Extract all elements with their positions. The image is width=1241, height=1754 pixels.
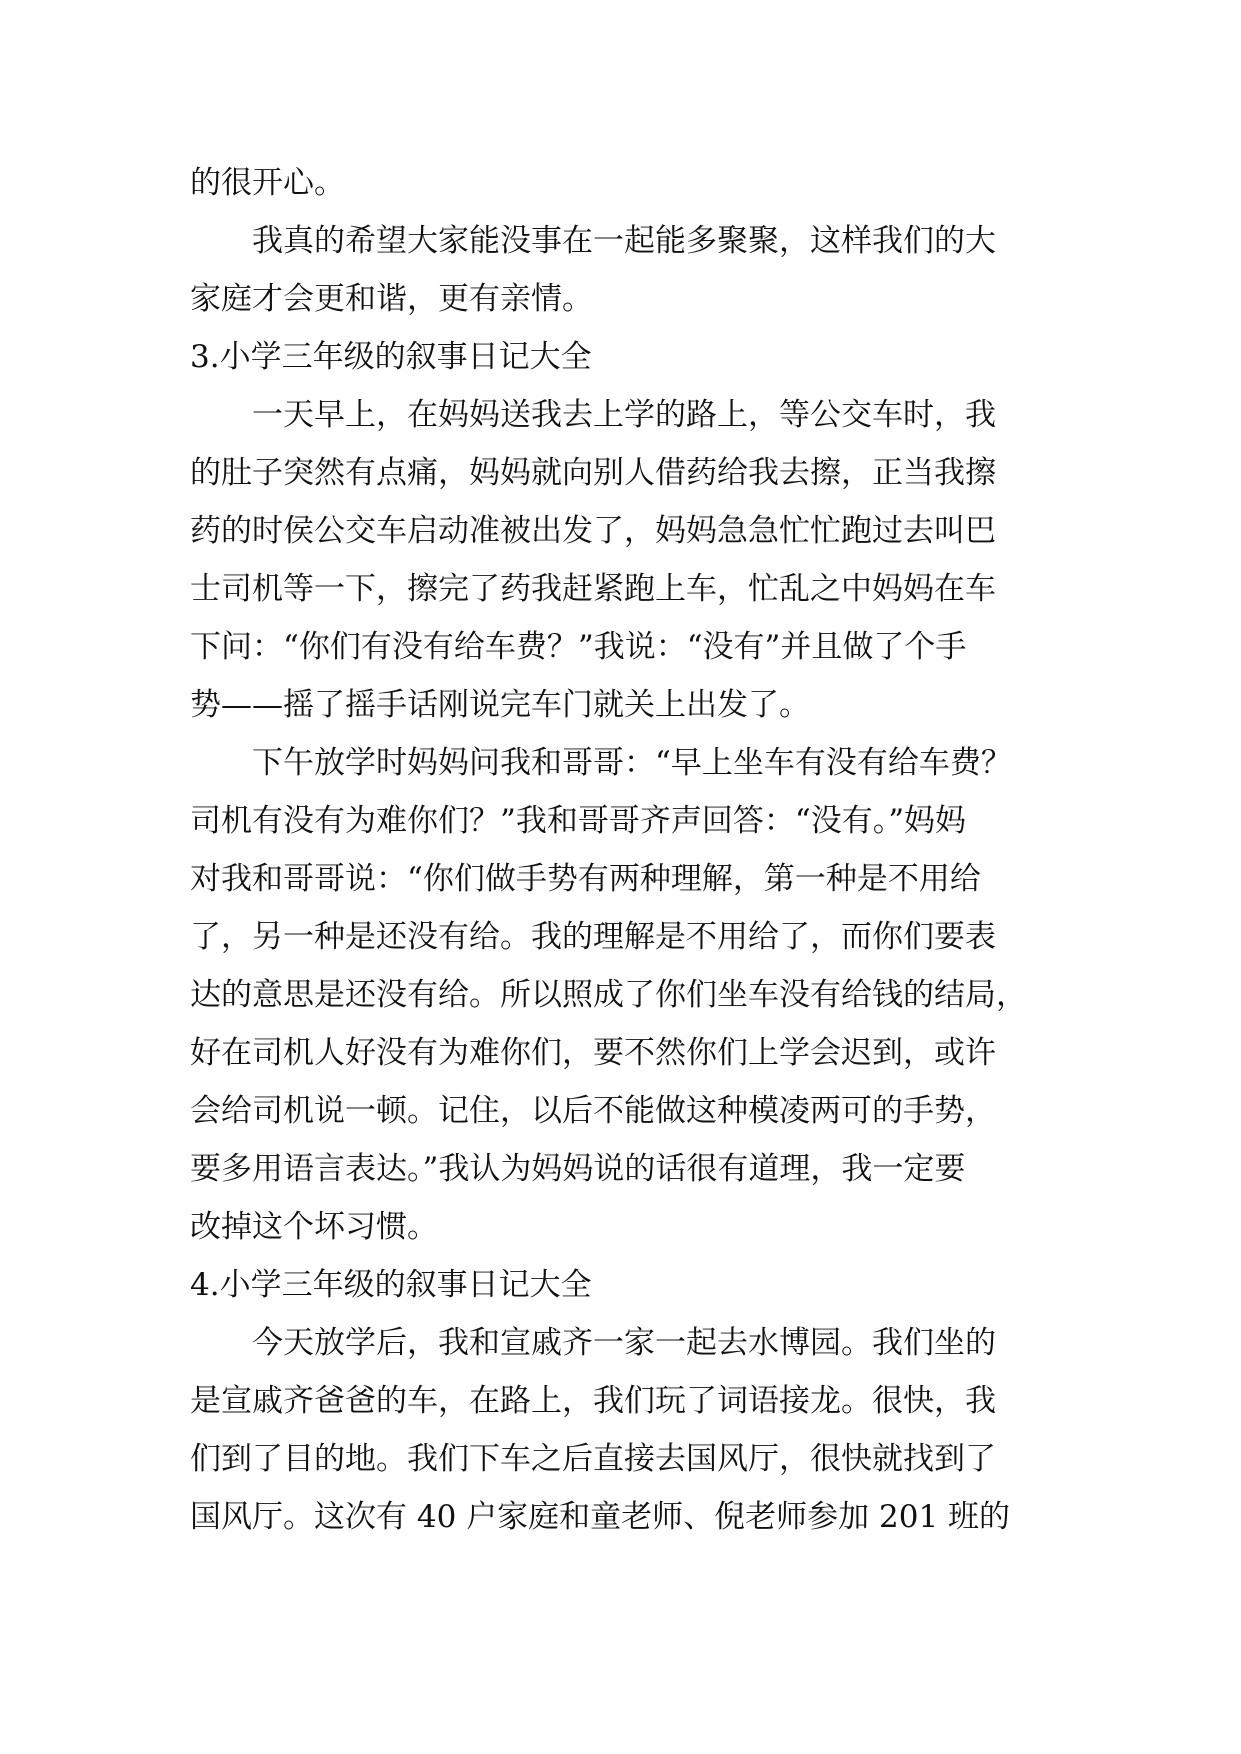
text-line: 势——摇了摇手话刚说完车门就关上出发了。 — [190, 687, 810, 723]
text-line: 士司机等一下，擦完了药我赶紧跑上车，忙乱之中妈妈在车 — [190, 571, 996, 607]
text-line: 达的意思是还没有给。所以照成了你们坐车没有给钱的结局， — [190, 977, 1027, 1013]
text-line: 药的时侯公交车启动准被出发了，妈妈急急忙忙跑过去叫巴 — [190, 513, 996, 549]
paragraph-line: 今天放学后，我和宣戚齐一家一起去水博园。我们坐的 — [190, 1325, 996, 1361]
text-line: 是宣戚齐爸爸的车，在路上，我们玩了词语接龙。很快，我 — [190, 1383, 996, 1419]
text-line: 家庭才会更和谐，更有亲情。 — [190, 281, 593, 317]
paragraph-line: 下午放学时妈妈问我和哥哥：“早上坐车有没有给车费？ — [190, 745, 1012, 781]
text-line: 国风厅。这次有 40 户家庭和童老师、倪老师参加 201 班的 — [190, 1499, 1011, 1535]
text-line: 下问：“你们有没有给车费？”我说：“没有”并且做了个手 — [190, 629, 967, 665]
text-line: 好在司机人好没有为难你们，要不然你们上学会迟到，或许 — [190, 1035, 996, 1071]
section-heading: 4.小学三年级的叙事日记大全 — [190, 1267, 592, 1303]
text-line: 会给司机说一顿。记住，以后不能做这种模凌两可的手势， — [190, 1093, 996, 1129]
text-line: 的很开心。 — [190, 165, 345, 201]
text-line: 对我和哥哥说：“你们做手势有两种理解，第一种是不用给 — [190, 861, 981, 897]
text-line: 要多用语言表达。”我认为妈妈说的话很有道理，我一定要 — [190, 1151, 966, 1187]
paragraph-line: 我真的希望大家能没事在一起能多聚聚，这样我们的大 — [190, 223, 996, 259]
text-line: 司机有没有为难你们？”我和哥哥齐声回答：“没有。”妈妈 — [190, 803, 967, 839]
text-line: 改掉这个坏习惯。 — [190, 1209, 438, 1245]
text-line: 们到了目的地。我们下车之后直接去国风厅，很快就找到了 — [190, 1441, 996, 1477]
paragraph-line: 一天早上，在妈妈送我去上学的路上，等公交车时，我 — [190, 397, 996, 433]
text-line: 的肚子突然有点痛，妈妈就向别人借药给我去擦，正当我擦 — [190, 455, 996, 491]
text-line: 了，另一种是还没有给。我的理解是不用给了，而你们要表 — [190, 919, 996, 955]
section-heading: 3.小学三年级的叙事日记大全 — [190, 339, 592, 375]
